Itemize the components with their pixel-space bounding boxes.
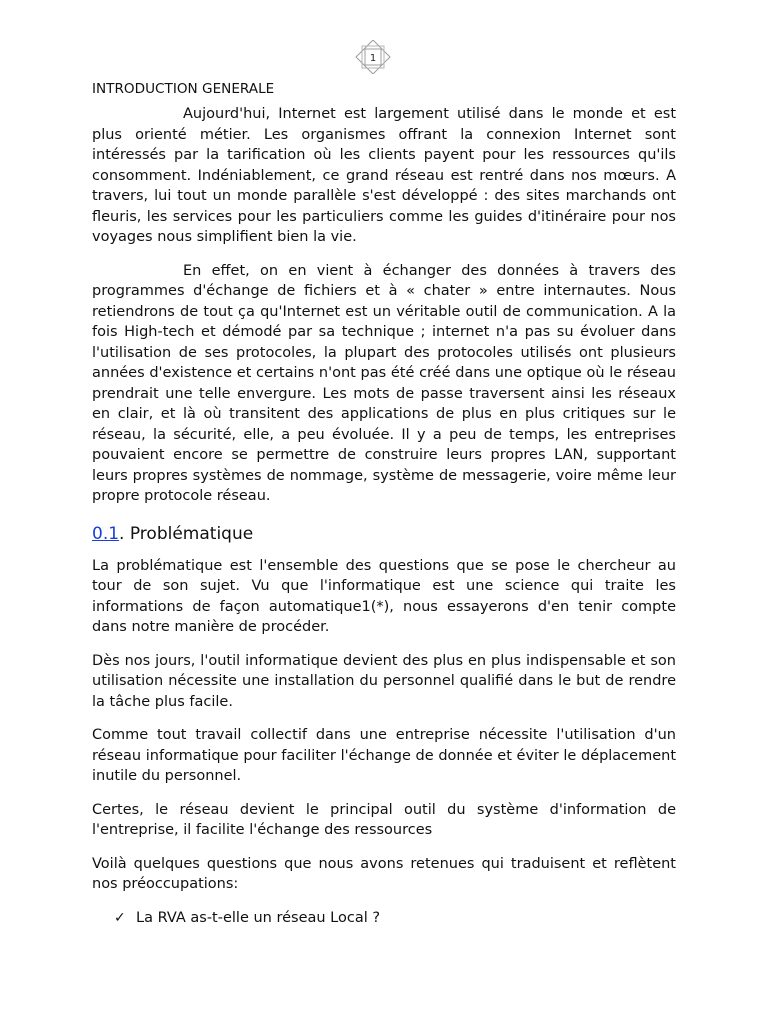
check-icon: ✓ (114, 909, 126, 926)
section-paragraph-3: Comme tout travail collectif dans une entreprise nécessite l'utilisation d'un réseau informatique pour faciliter l'échange de donnée et éviter le déplacement inutile du personnel. (92, 727, 676, 784)
page-number: 1 (369, 53, 377, 64)
section-heading (92, 523, 676, 545)
intro-paragraph-2: En effet, on en vient à échanger des données à travers des programmes d'échange de fichiers et à « chater » entre internautes. Nous retiendrons de tout ça qu'Internet est un véritable outil de communication. A la fois High-tech et démodé par sa technique ; internet n'a pas su évoluer dans l'utilisation de ses protocoles, la plupart des protocoles utilisés ont plusieurs années d'existence et certains n'ont pas été créé dans une optique où le réseau prendrait une telle envergure. Les mots de passe traversent ainsi les réseaux en clair, et là où transitent des applications de plus en plus critiques sur le réseau, la sécurité, elle, a peu évoluée. Il y a peu de temps, les entreprises pouvaient encore se permettre de construire leurs propres LAN, supportant leurs propres systèmes de nommage, système de messagerie, voire même leur propre protocole réseau. (92, 262, 676, 504)
list-item-text: La RVA as-t-elle un réseau Local ? (136, 909, 381, 926)
intro-paragraph-1: Aujourd'hui, Internet est largement utilisé dans le monde et est plus orienté métier. Les organismes offrant la connexion Internet sont intéressés par la tarification où les clients payent pour les ressources qu'ils consomment. Indéniablement, ce grand réseau est rentré dans nos mœurs. A travers, lui tout un monde parallèle s'est développé : des sites marchands ont fleuris, les services pour les particuliers comme les guides d'itinéraire pour nos voyages nous simplifient bien la vie. (92, 106, 676, 245)
section-paragraph-2: Dès nos jours, l'outil informatique devient des plus en plus indispensable et son utilisation nécessite une installation du personnel qualifié dans le but de rendre la tâche plus facile. (92, 652, 676, 710)
document-body (92, 79, 676, 928)
question-list (114, 908, 676, 928)
document-title: INTRODUCTION GENERALE (92, 81, 275, 97)
section-paragraph-5: Voilà quelques questions que nous avons retenues qui traduisent et reflètent nos préoccupations: (92, 855, 676, 892)
section-paragraph-1: La problématique est l'ensemble des questions que se pose le chercheur au tour de son sujet. Vu que l'informatique est une science qui traite les informations de façon automatique1(*), nous essayerons d'en tenir compte dans notre manière de procéder. (92, 557, 676, 635)
page-number-badge (353, 40, 393, 74)
ornament-frame-icon (353, 40, 393, 74)
section-number-link[interactable]: 0.1 (92, 523, 120, 544)
section-paragraph-4: Certes, le réseau devient le principal outil du système d'information de l'entreprise, il facilite l'échange des ressources (92, 801, 676, 838)
list-item (114, 908, 676, 928)
section-title: . Problématique (119, 523, 254, 544)
